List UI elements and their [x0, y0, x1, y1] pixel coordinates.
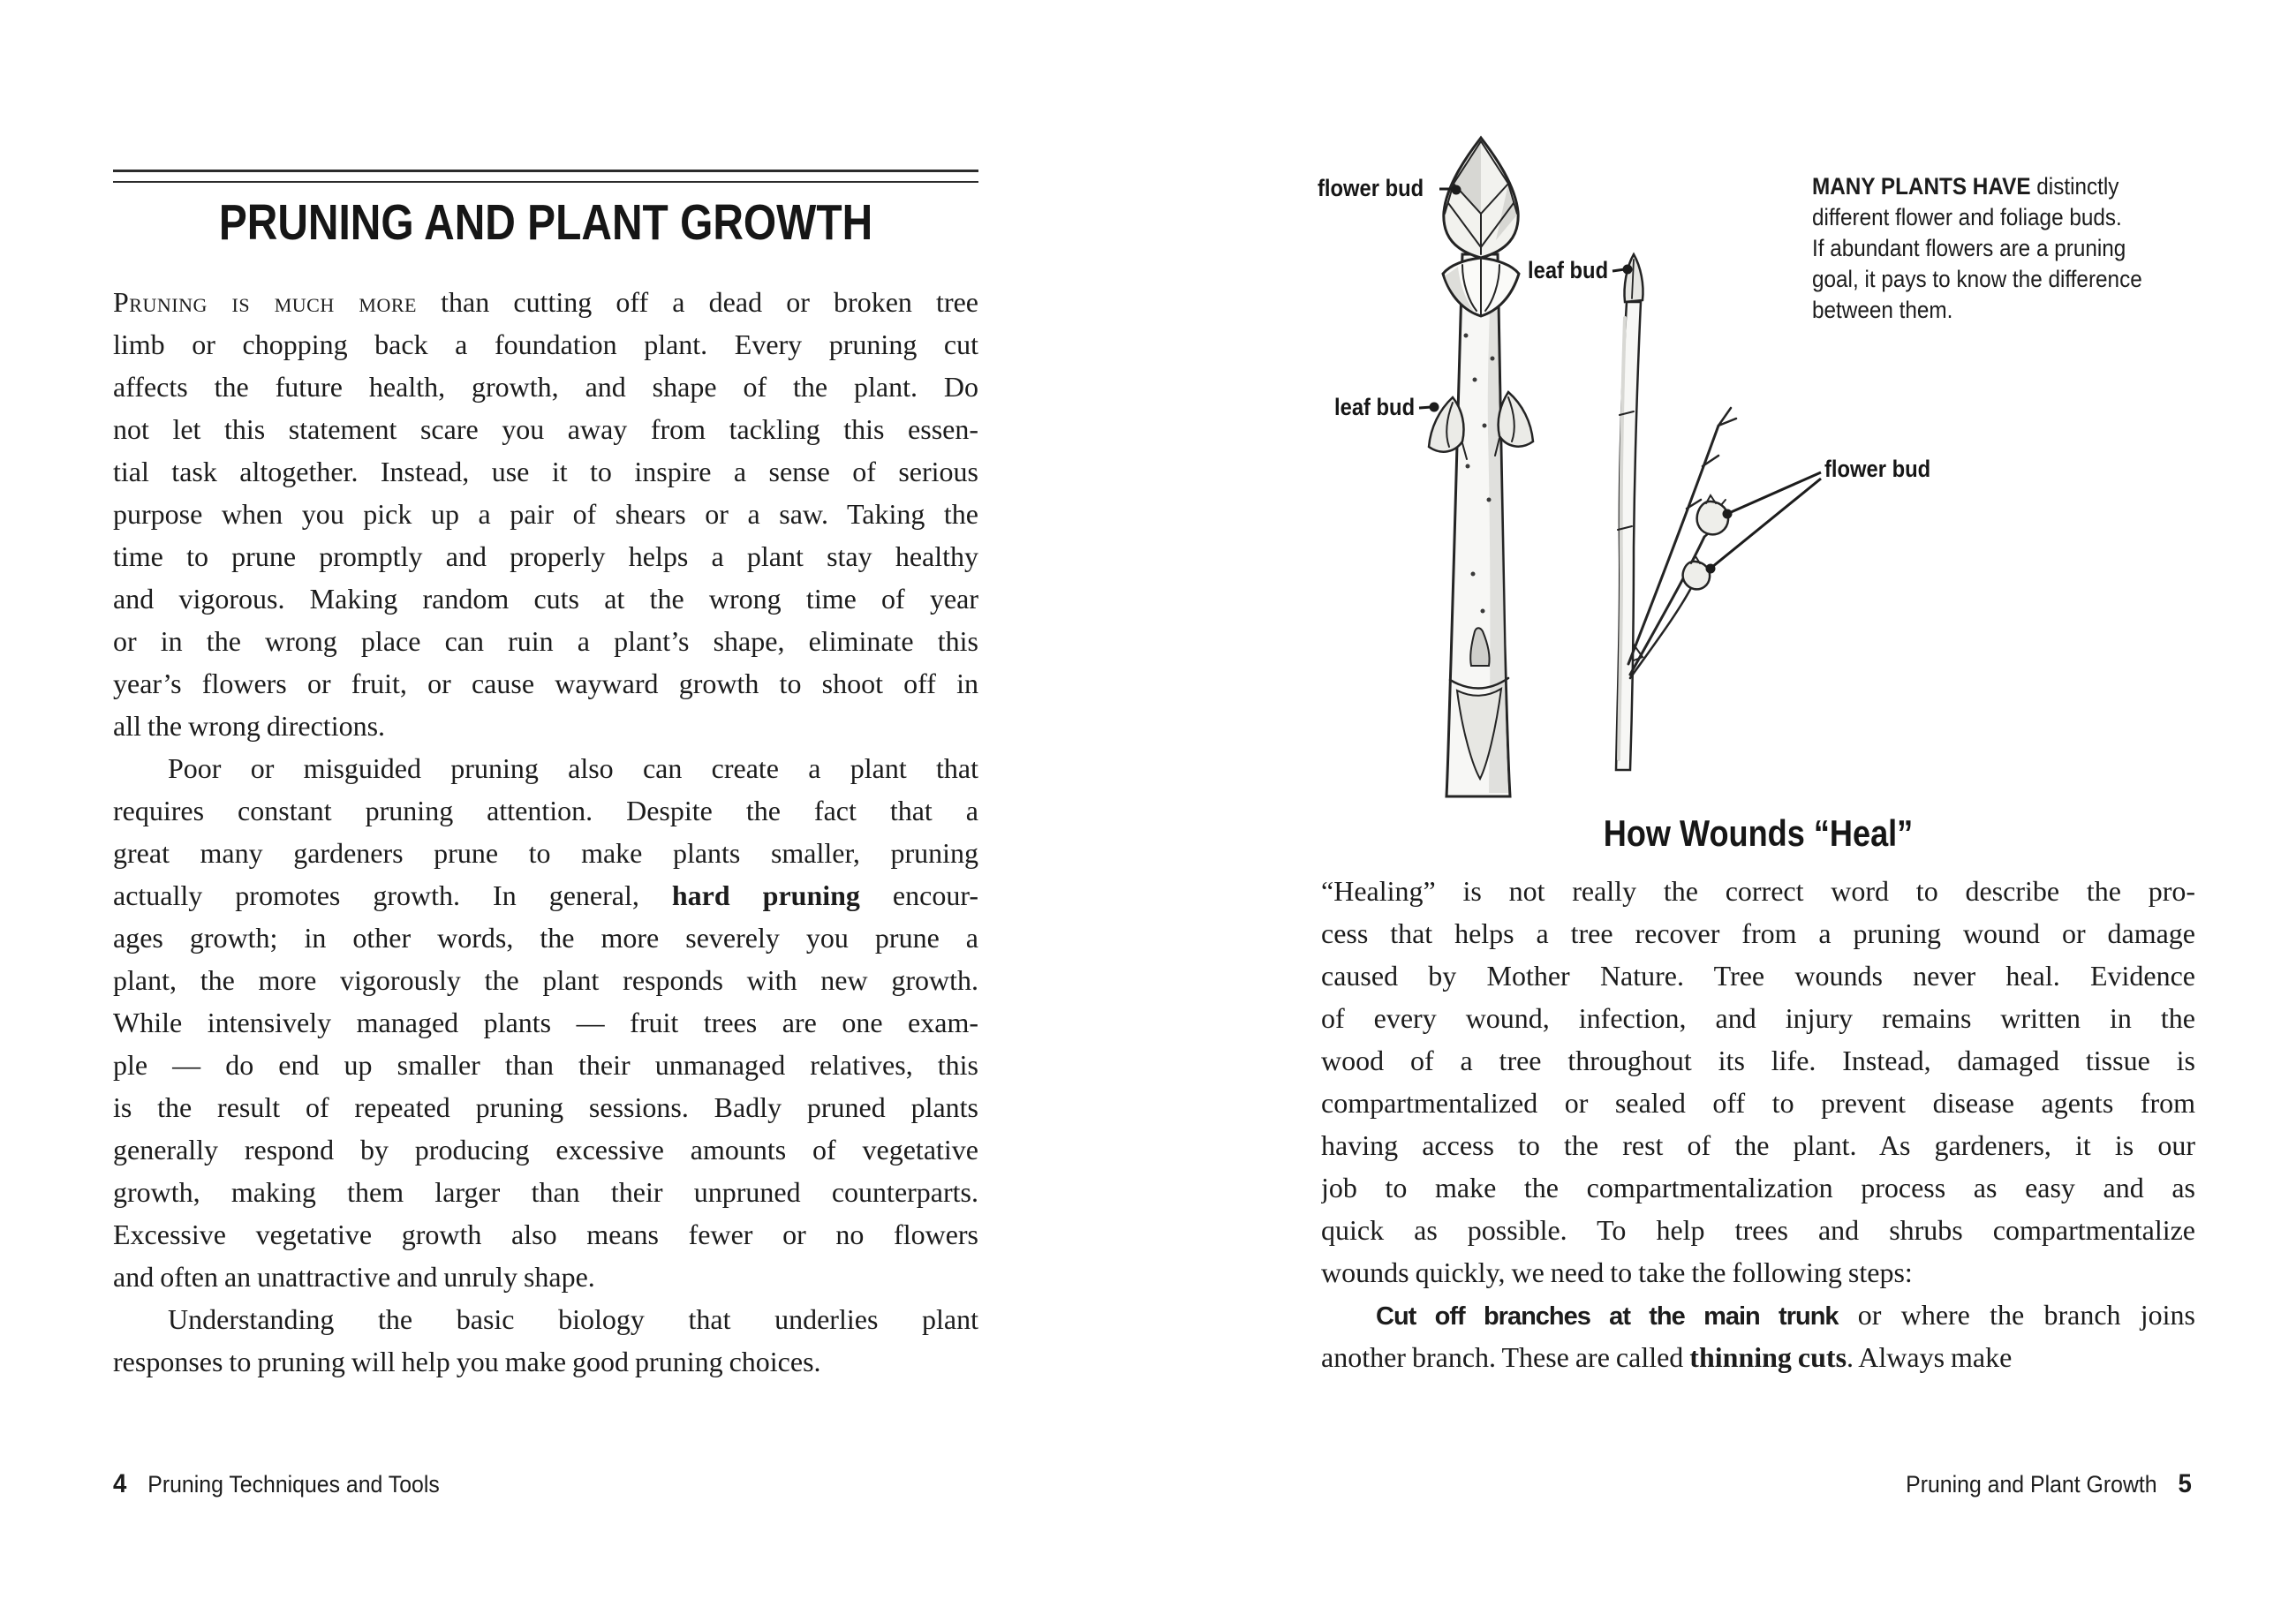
text-line: having access to the rest of the plant. As gardeners, it is our: [1321, 1129, 2195, 1161]
text-line: tial task altogether. Instead, use it to inspire a sense of serious: [113, 456, 978, 487]
text-line: or in the wrong place can ruin a plant’s shape, eliminate this: [113, 625, 978, 657]
text-line: requires constant pruning attention. Despite the fact that a: [113, 795, 978, 826]
text-line: ages growth; in other words, the more severely you prune a: [113, 922, 978, 954]
text-line: Poor or misguided pruning also can create a plant that: [168, 752, 978, 784]
text-line: While intensively managed plants — fruit trees are one exam-: [113, 1007, 978, 1038]
text-line: time to prune promptly and properly helps a plant stay healthy: [113, 540, 978, 572]
caption-line: different flower and foliage buds.: [1812, 204, 2122, 230]
text-line: compartmentalized or sealed off to prevent disease agents from: [1321, 1087, 2195, 1119]
text-line: Excessive vegetative growth also means fewer or no flowers: [113, 1218, 978, 1250]
left-twig: [1429, 138, 1533, 796]
figure-label-flower-bud-small: flower bud: [1824, 456, 1931, 482]
text-line: Cut off branches at the main trunk or where the branch joins: [1376, 1299, 2195, 1331]
text-line: cess that helps a tree recover from a pruning wound or damage: [1321, 917, 2195, 949]
text-line: purpose when you pick up a pair of shears or a saw. Taking the: [113, 498, 978, 530]
text-line: actually promotes growth. In general, hard pruning encour-: [113, 879, 978, 911]
text-line: plant, the more vigorously the plant responds with new growth.: [113, 964, 978, 996]
chapter-title: PRUNING AND PLANT GROWTH: [218, 194, 873, 251]
left-page-footer: [113, 1469, 440, 1499]
text-line: responses to pruning will help you make good pruning choices.: [113, 1346, 821, 1377]
figure-label-leaf-bud-right-twig: leaf bud: [1528, 257, 1609, 283]
text-line: wounds quickly, we need to take the following steps:: [1321, 1256, 1913, 1288]
label-leader-lines: [1419, 185, 1821, 574]
caption-line: MANY PLANTS HAVE distinctly: [1812, 173, 2119, 200]
text-line: quick as possible. To help trees and shrubs compartmentalize: [1321, 1214, 2195, 1246]
text-line: another branch. These are called thinning cuts. Always make: [1321, 1341, 2013, 1373]
text-line: not let this statement scare you away from tackling this essen-: [113, 413, 978, 445]
text-line: and vigorous. Making random cuts at the wrong time of year: [113, 583, 978, 615]
figure-label-leaf-bud-left-twig: leaf bud: [1334, 394, 1416, 420]
text-line: limb or chopping back a foundation plant. Every pruning cut: [113, 328, 978, 360]
text-line: affects the future health, growth, and shape of the plant. Do: [113, 371, 978, 403]
text-line: of every wound, infection, and injury remains written in the: [1321, 1002, 2195, 1034]
text-line: growth, making them larger than their unpruned counterparts.: [113, 1176, 978, 1208]
caption-line: between them.: [1812, 297, 1953, 323]
figure-caption: [1812, 171, 2178, 326]
right-page-body: [1321, 870, 2195, 1378]
text-line: ple — do end up smaller than their unmanaged relatives, this: [113, 1049, 978, 1081]
text-line: is the result of repeated pruning sessions. Badly pruned plants: [113, 1091, 978, 1123]
text-line: and often an unattractive and unruly shape.: [113, 1261, 595, 1293]
text-line: year’s flowers or fruit, or cause wayward growth to shoot off in: [113, 668, 978, 699]
right-page-number: 5: [2178, 1469, 2192, 1498]
right-page-footer: [1906, 1469, 2192, 1499]
title-double-rule: [113, 170, 978, 183]
text-line: Pruning is much more than cutting off a dead or broken tree: [113, 286, 978, 318]
right-footer-section: Pruning and Plant Growth: [1906, 1471, 2157, 1498]
figure-label-flower-bud-top: flower bud: [1318, 175, 1424, 201]
text-line: caused by Mother Nature. Tree wounds never heal. Evidence: [1321, 960, 2195, 992]
text-line: generally respond by producing excessive amounts of vegetative: [113, 1134, 978, 1166]
caption-line: If abundant flowers are a pruning: [1812, 235, 2126, 261]
text-line: Understanding the basic biology that underlies plant: [168, 1303, 978, 1335]
chapter-title-block: [113, 170, 978, 252]
left-footer-section: Pruning Techniques and Tools: [147, 1471, 440, 1498]
text-line: great many gardeners prune to make plants smaller, pruning: [113, 837, 978, 869]
text-line: “Healing” is not really the correct word to describe the pro-: [1321, 875, 2195, 907]
right-twig: [1616, 254, 1736, 770]
left-page-body: [113, 281, 978, 1383]
text-line: job to make the compartmentalization process as easy and as: [1321, 1172, 2195, 1203]
section-heading: How Wounds “Heal”: [1603, 812, 1914, 854]
caption-line: goal, it pays to know the difference: [1812, 266, 2142, 292]
text-line: wood of a tree throughout its life. Instead, damaged tissue is: [1321, 1045, 2195, 1076]
text-line: all the wrong directions.: [113, 710, 386, 742]
left-page-number: 4: [113, 1469, 127, 1498]
